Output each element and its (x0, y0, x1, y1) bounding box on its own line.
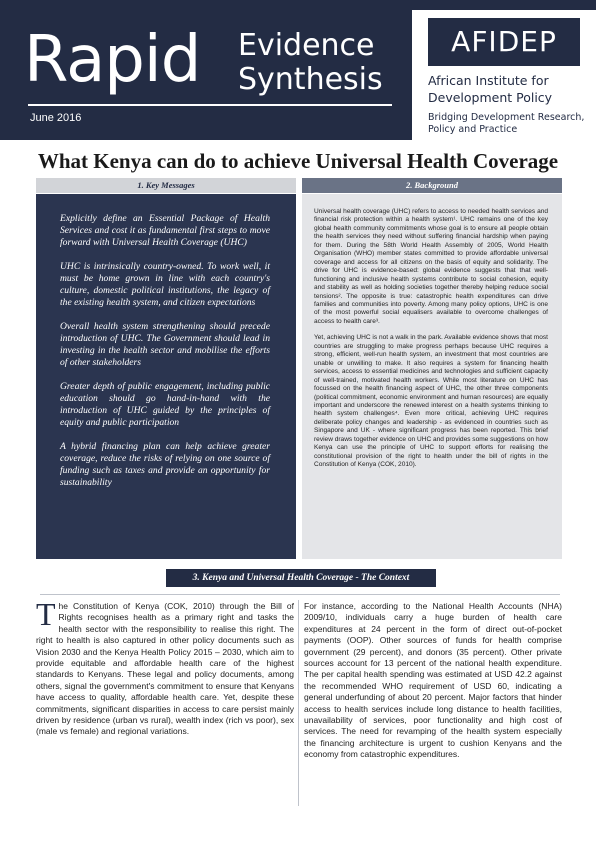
key-message: Greater depth of public engagement, including public education should go hand-in-hand with the introduction of UHC guided by the principles of equity and public participation (60, 381, 270, 428)
column-divider (298, 600, 299, 806)
key-message: A hybrid financing plan can help achieve greater coverage, reduce the risks of relying on one source of funding such as taxes and provide an opportunity for sustainability (60, 441, 270, 488)
context-right-column (304, 601, 562, 761)
logo-tagline: Bridging Development Research, Policy and Practice (428, 112, 585, 135)
logo-org-name: African Institute for Development Policy (428, 73, 553, 105)
background-paragraph: Universal health coverage (UHC) refers to access to needed health services and financial risk protection within a health system¹. UHC remains one of the key global health community commitments whose goal is to ensure all people obtain the health services they need without suffering financial hardship when paying for them. During the 58th World Health Assembly of 2005, World Health Organisation (WHO) member states committed to provide affordable universal coverage and access for all citizens on the basis of equity and solidarity. The drive for UHC is evidence-based: global evidence suggests that that well-functioning and inclusive health systems contribute to social cohesion, equity and stability as well as holding societies together thereby helping reduce social tensions². The opposite is true: catastrophic health expenditures can drive families and communities into poverty. Among many policy options, UHC is one of the most powerful social equalisers available to overcome challenges of access to health care³. (314, 208, 548, 325)
key-message: Explicitly define an Essential Package of Health Services and cost it as fundamental first steps to move forward with Universal Health Coverage (UHC) (60, 213, 270, 248)
section-divider (40, 594, 560, 595)
key-message: UHC is intrinsically country-owned. To work well, it must be home grown in line with each country's culture, domestic political institutions, the legacy of the existing health system, and citizen expectations (60, 261, 270, 308)
brand-evidence: Evidence (238, 28, 375, 63)
context-left-column (36, 596, 294, 738)
context-heading: 3. Kenya and Universal Health Coverage - The Context (166, 569, 436, 587)
key-messages-heading: 1. Key Messages (36, 178, 296, 193)
afidep-logo (412, 10, 596, 140)
context-right-text: For instance, according to the National Health Accounts (NHA) 2009/10, individuals carry a huge burden of health care expenditures at 24 percent in the form of direct out-of-pocket payments (OOP). Other sources of funds for health comprise government (29 percent), and donors (35 percent). Other private sources account for 13 percent of the national health expenditure. The per capital health spending was estimated at USD 42.2 against the recommended WHO requirement of USD 60, indicating a general underfunding of about 20 percent. Major factors that hinder access to health services include long distance to health facilities, unavailability of services, poor functionality and high cost of services. The need for revamping of the health system especially the financing architecture is urgent to cushion Kenyans and the economy from catastrophic expenditures. (304, 601, 562, 760)
key-messages-panel (36, 194, 296, 559)
background-panel (302, 194, 562, 559)
brand-rapid: Rapid (24, 23, 201, 97)
issue-date: June 2016 (30, 112, 82, 124)
background-paragraph: Yet, achieving UHC is not a walk in the park. Available evidence shows that most countries are struggling to make progress perhaps because UHC requires a strong, efficient, well-run health system, an investment that most countries are unable or unwilling to make. It also requires a system for financing health services, access to essential medicines and technologies and sufficient capacity of well-trained, motivated health workers. While most literature on UHC has focussed on the health financing aspect of UHC, the other three components (political commitment, economic environment and human resources) are equally important and underscore the renewed interest on a health systems thinking to health system challenges⁴. Even more critical, achieving UHC requires deliberate policy changes and leadership - as evidenced in countries such as Singapore and UK - where significant progress has been reported. This brief review draws together evidence on UHC and provides some suggestions on how Kenya can use the principle of UHC to support efforts for realising the constitutional provision of the right to health under the bill of rights in the Constitution of Kenya (COK, 2010). (314, 334, 548, 469)
brand-rule (28, 104, 392, 106)
page-title: What Kenya can do to achieve Universal Health Coverage (37, 149, 559, 173)
logo-acronym: AFIDEP (428, 18, 580, 66)
key-message: Overall health system strengthening should precede introduction of UHC. The Government should lead in investing in the health sector and mobilise the efforts of other stakeholders (60, 321, 270, 368)
context-left-text: he Constitution of Kenya (COK, 2010) through the Bill of Rights recognises health as a primary right and tasks the health sector with the responsibility to realise this right. The right to health is also captured in other policy documents such as Vision 2030 and the Kenya Health Policy 2015 – 2030, which aim to provide equitable and affordable health care of the highest standards to Kenyans. These legal and policy documents, among others, signal the government's commitment to ensure that Kenyans have access to quality, affordable health care. Yet, despite these commitments, significant disparities in access to care persist mainly driven by residence (urban vs rural), wealth index (rich vs poor), sex (male vs female) and regional variations. (36, 601, 294, 737)
drop-cap: T (36, 596, 56, 632)
background-heading: 2. Background (302, 178, 562, 193)
brand-synthesis: Synthesis (238, 62, 383, 97)
